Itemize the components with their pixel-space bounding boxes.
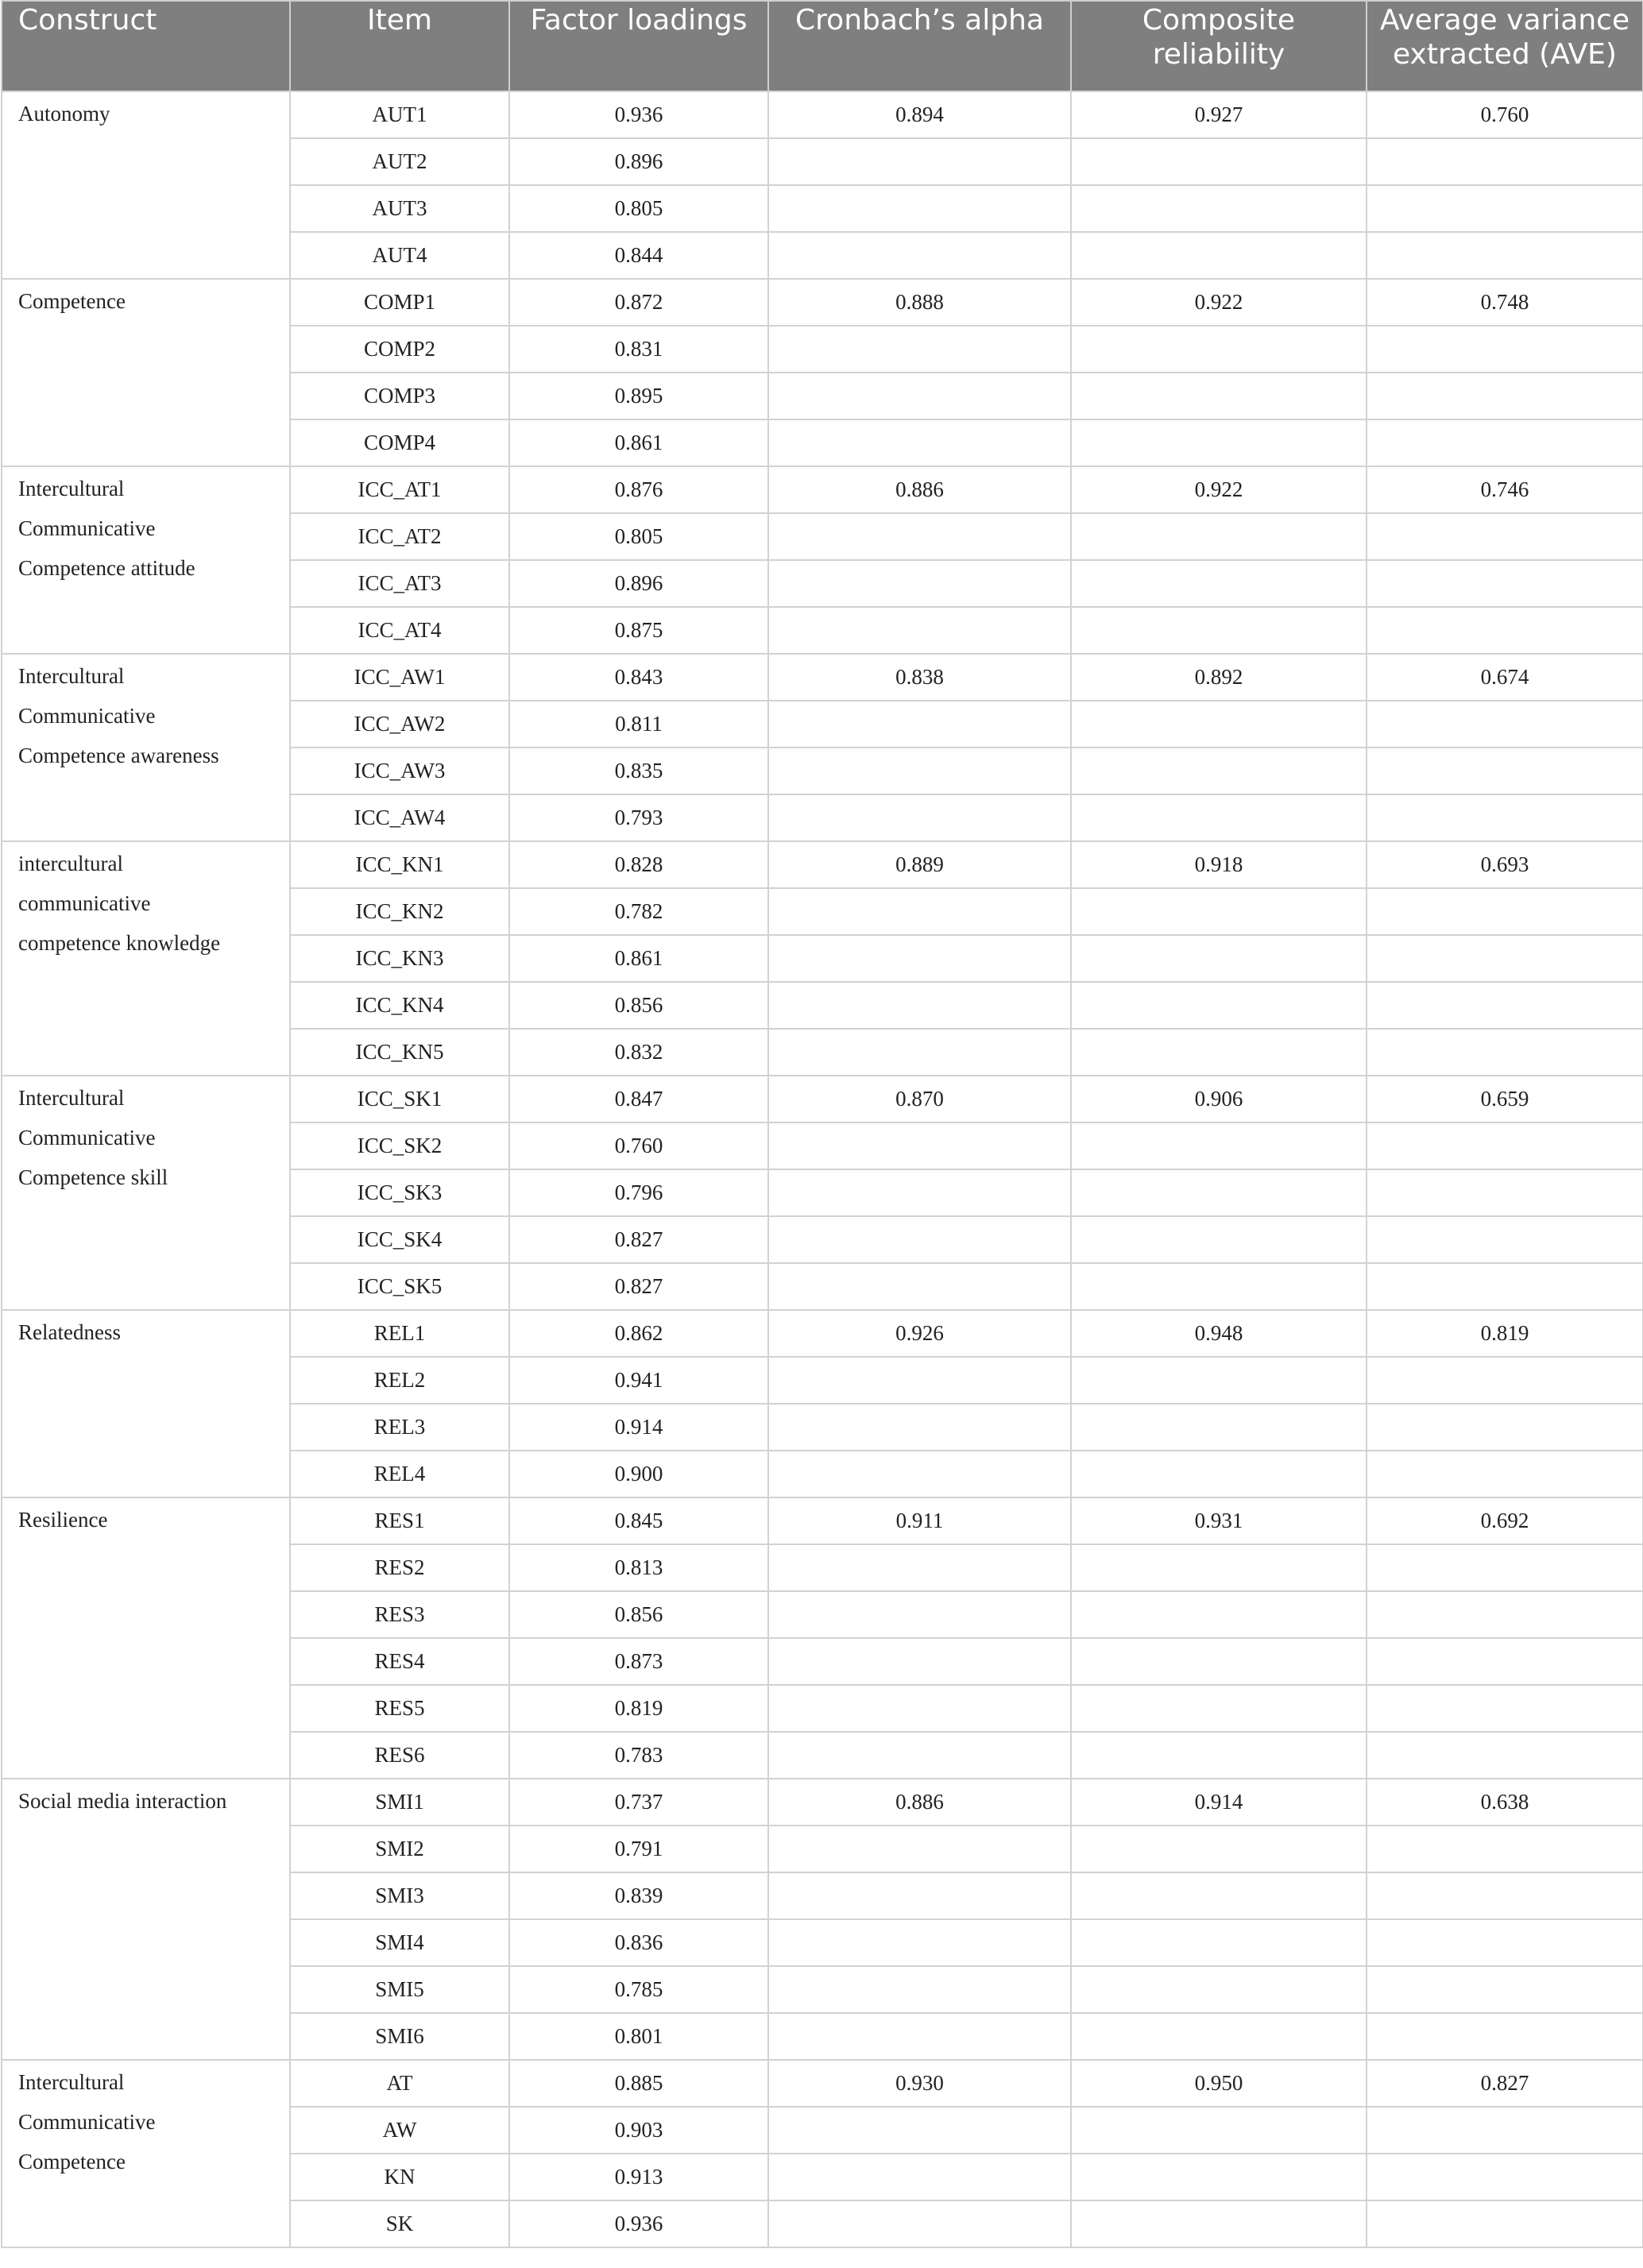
factor-loading-cell: 0.936 (509, 2200, 768, 2247)
item-cell: REL3 (290, 1404, 509, 1451)
header-item: Item (290, 1, 509, 91)
table-header (2, 1, 1643, 91)
factor-loading-cell: 0.805 (509, 185, 768, 232)
ave-cell (1367, 326, 1643, 373)
item-cell: SMI1 (290, 1779, 509, 1826)
factor-loading-cell: 0.835 (509, 748, 768, 794)
composite-reliability-cell (1071, 232, 1367, 279)
header-composite-reliability-line2: reliability (1152, 38, 1285, 71)
factor-loading-cell: 0.827 (509, 1216, 768, 1263)
item-cell: AUT3 (290, 185, 509, 232)
item-cell: AUT4 (290, 232, 509, 279)
construct-name-line: Competence awareness (18, 744, 219, 767)
item-cell: RES1 (290, 1497, 509, 1544)
ave-cell (1367, 1451, 1643, 1497)
ave-cell (1367, 888, 1643, 935)
item-cell: AUT1 (290, 91, 509, 138)
composite-reliability-cell (1071, 607, 1367, 654)
ave-cell: 0.674 (1367, 654, 1643, 701)
ave-cell (1367, 1872, 1643, 1919)
ave-cell: 0.693 (1367, 841, 1643, 888)
factor-loading-cell: 0.760 (509, 1122, 768, 1169)
factor-loading-cell: 0.801 (509, 2013, 768, 2060)
item-cell: ICC_AW3 (290, 748, 509, 794)
construct-cell (2, 466, 290, 654)
item-cell: ICC_KN1 (290, 841, 509, 888)
header-factor-loadings: Factor loadings (509, 1, 768, 91)
factor-loading-cell: 0.811 (509, 701, 768, 748)
composite-reliability-cell (1071, 1404, 1367, 1451)
table-row (2, 841, 1643, 888)
cronbach-alpha-cell: 0.838 (768, 654, 1071, 701)
composite-reliability-cell (1071, 513, 1367, 560)
cronbach-alpha-cell (768, 1263, 1071, 1310)
factor-loading-cell: 0.895 (509, 373, 768, 419)
cronbach-alpha-cell (768, 373, 1071, 419)
cronbach-alpha-cell: 0.886 (768, 466, 1071, 513)
item-cell: ICC_KN3 (290, 935, 509, 982)
ave-cell (1367, 794, 1643, 841)
composite-reliability-cell (1071, 1966, 1367, 2013)
ave-cell (1367, 1826, 1643, 1872)
composite-reliability-cell (1071, 2200, 1367, 2247)
ave-cell: 0.692 (1367, 1497, 1643, 1544)
construct-cell (2, 2060, 290, 2247)
factor-loading-cell: 0.783 (509, 1732, 768, 1779)
factor-loading-cell: 0.856 (509, 982, 768, 1029)
factor-loading-cell: 0.828 (509, 841, 768, 888)
construct-name-line: Competence (18, 2150, 126, 2173)
factor-loading-cell: 0.896 (509, 138, 768, 185)
ave-cell: 0.819 (1367, 1310, 1643, 1357)
factor-loading-cell: 0.832 (509, 1029, 768, 1076)
factor-loading-cell: 0.900 (509, 1451, 768, 1497)
item-cell: ICC_KN4 (290, 982, 509, 1029)
composite-reliability-cell (1071, 419, 1367, 466)
ave-cell (1367, 1966, 1643, 2013)
cronbach-alpha-cell (768, 1826, 1071, 1872)
construct-cell (2, 1779, 290, 2060)
factor-loading-cell: 0.847 (509, 1076, 768, 1122)
composite-reliability-cell: 0.927 (1071, 91, 1367, 138)
factor-loading-cell: 0.813 (509, 1544, 768, 1591)
item-cell: ICC_AT2 (290, 513, 509, 560)
header-ave-line1: Average variance (1379, 4, 1630, 37)
table-row (2, 654, 1643, 701)
item-cell: RES2 (290, 1544, 509, 1591)
composite-reliability-cell (1071, 1826, 1367, 1872)
cronbach-alpha-cell (768, 1357, 1071, 1404)
factor-loading-cell: 0.844 (509, 232, 768, 279)
composite-reliability-cell: 0.931 (1071, 1497, 1367, 1544)
cronbach-alpha-cell (768, 794, 1071, 841)
item-cell: AW (290, 2107, 509, 2154)
ave-cell (1367, 1029, 1643, 1076)
ave-cell (1367, 1732, 1643, 1779)
factor-loading-cell: 0.876 (509, 466, 768, 513)
construct-cell (2, 279, 290, 466)
ave-cell (1367, 373, 1643, 419)
ave-cell (1367, 513, 1643, 560)
ave-cell (1367, 1122, 1643, 1169)
cronbach-alpha-cell (768, 1122, 1071, 1169)
cronbach-alpha-cell (768, 701, 1071, 748)
factor-loading-cell: 0.831 (509, 326, 768, 373)
construct-cell (2, 1076, 290, 1310)
ave-cell (1367, 2013, 1643, 2060)
factor-loading-cell: 0.785 (509, 1966, 768, 2013)
composite-reliability-cell (1071, 1451, 1367, 1497)
factor-loading-cell: 0.885 (509, 2060, 768, 2107)
factor-loading-cell: 0.782 (509, 888, 768, 935)
construct-cell (2, 1310, 290, 1497)
table-row (2, 91, 1643, 138)
composite-reliability-cell (1071, 888, 1367, 935)
cronbach-alpha-cell (768, 1591, 1071, 1638)
construct-name-line: Communicative (18, 1126, 156, 1149)
factor-loading-cell: 0.872 (509, 279, 768, 326)
factor-loading-cell: 0.896 (509, 560, 768, 607)
composite-reliability-cell (1071, 935, 1367, 982)
cronbach-alpha-cell (768, 232, 1071, 279)
composite-reliability-cell (1071, 1919, 1367, 1966)
cronbach-alpha-cell (768, 326, 1071, 373)
cronbach-alpha-cell (768, 1404, 1071, 1451)
composite-reliability-cell (1071, 1263, 1367, 1310)
composite-reliability-cell: 0.914 (1071, 1779, 1367, 1826)
item-cell: KN (290, 2154, 509, 2200)
ave-cell (1367, 232, 1643, 279)
ave-cell: 0.827 (1367, 2060, 1643, 2107)
item-cell: RES3 (290, 1591, 509, 1638)
item-cell: RES4 (290, 1638, 509, 1685)
header-ave-line2: extracted (AVE) (1393, 38, 1617, 71)
ave-cell (1367, 1404, 1643, 1451)
factor-loading-cell: 0.791 (509, 1826, 768, 1872)
factor-loading-cell: 0.827 (509, 1263, 768, 1310)
cronbach-alpha-cell (768, 419, 1071, 466)
cronbach-alpha-cell (768, 1169, 1071, 1216)
table-row (2, 466, 1643, 513)
table-row (2, 1076, 1643, 1122)
construct-name-line: Competence (18, 289, 126, 313)
cronbach-alpha-cell (768, 2107, 1071, 2154)
composite-reliability-cell (1071, 2154, 1367, 2200)
item-cell: ICC_AW1 (290, 654, 509, 701)
composite-reliability-cell (1071, 2107, 1367, 2154)
factor-loading-cell: 0.839 (509, 1872, 768, 1919)
composite-reliability-cell: 0.950 (1071, 2060, 1367, 2107)
header-cronbach-alpha: Cronbach’s alpha (768, 1, 1071, 91)
composite-reliability-cell (1071, 982, 1367, 1029)
composite-reliability-cell: 0.922 (1071, 279, 1367, 326)
composite-reliability-cell (1071, 1732, 1367, 1779)
construct-name-line: Competence attitude (18, 556, 195, 580)
cronbach-alpha-cell (768, 1638, 1071, 1685)
composite-reliability-cell (1071, 1685, 1367, 1732)
item-cell: COMP3 (290, 373, 509, 419)
table-row (2, 1779, 1643, 1826)
item-cell: SK (290, 2200, 509, 2247)
ave-cell (1367, 419, 1643, 466)
composite-reliability-cell (1071, 1169, 1367, 1216)
composite-reliability-cell (1071, 794, 1367, 841)
table-row (2, 1310, 1643, 1357)
ave-cell (1367, 1263, 1643, 1310)
item-cell: ICC_AT1 (290, 466, 509, 513)
ave-cell (1367, 138, 1643, 185)
construct-name-line: Intercultural (18, 1086, 125, 1110)
ave-cell (1367, 748, 1643, 794)
ave-cell (1367, 607, 1643, 654)
construct-name-line: intercultural (18, 852, 123, 875)
ave-cell (1367, 1357, 1643, 1404)
cronbach-alpha-cell (768, 138, 1071, 185)
factor-loading-cell: 0.873 (509, 1638, 768, 1685)
factor-loading-cell: 0.936 (509, 91, 768, 138)
ave-cell: 0.659 (1367, 1076, 1643, 1122)
ave-cell (1367, 935, 1643, 982)
table-row (2, 2060, 1643, 2107)
item-cell: ICC_KN2 (290, 888, 509, 935)
item-cell: COMP4 (290, 419, 509, 466)
factor-loading-cell: 0.819 (509, 1685, 768, 1732)
cronbach-alpha-cell: 0.870 (768, 1076, 1071, 1122)
header-ave (1367, 1, 1643, 91)
composite-reliability-cell (1071, 1029, 1367, 1076)
factor-loading-cell: 0.796 (509, 1169, 768, 1216)
item-cell: ICC_SK1 (290, 1076, 509, 1122)
cronbach-alpha-cell (768, 748, 1071, 794)
item-cell: COMP1 (290, 279, 509, 326)
composite-reliability-cell (1071, 138, 1367, 185)
composite-reliability-cell (1071, 1216, 1367, 1263)
cronbach-alpha-cell (768, 1029, 1071, 1076)
cronbach-alpha-cell: 0.894 (768, 91, 1071, 138)
composite-reliability-cell (1071, 1544, 1367, 1591)
ave-cell (1367, 982, 1643, 1029)
item-cell: ICC_AW4 (290, 794, 509, 841)
cronbach-alpha-cell (768, 935, 1071, 982)
item-cell: SMI4 (290, 1919, 509, 1966)
factor-loading-cell: 0.903 (509, 2107, 768, 2154)
factor-loading-cell: 0.856 (509, 1591, 768, 1638)
composite-reliability-cell (1071, 701, 1367, 748)
construct-name-line: Intercultural (18, 2070, 125, 2094)
factor-loading-cell: 0.861 (509, 935, 768, 982)
factor-loading-cell: 0.793 (509, 794, 768, 841)
reliability-validity-table (1, 0, 1643, 2248)
construct-name-line: communicative (18, 891, 151, 915)
construct-name-line: Competence skill (18, 1165, 168, 1189)
composite-reliability-cell (1071, 1872, 1367, 1919)
cronbach-alpha-cell (768, 1685, 1071, 1732)
item-cell: SMI2 (290, 1826, 509, 1872)
cronbach-alpha-cell (768, 185, 1071, 232)
item-cell: ICC_SK2 (290, 1122, 509, 1169)
item-cell: RES6 (290, 1732, 509, 1779)
factor-loading-cell: 0.861 (509, 419, 768, 466)
ave-cell (1367, 1216, 1643, 1263)
cronbach-alpha-cell (768, 607, 1071, 654)
ave-cell (1367, 2200, 1643, 2247)
header-construct: Construct (2, 1, 290, 91)
cronbach-alpha-cell (768, 1919, 1071, 1966)
factor-loading-cell: 0.845 (509, 1497, 768, 1544)
cronbach-alpha-cell: 0.911 (768, 1497, 1071, 1544)
item-cell: ICC_SK5 (290, 1263, 509, 1310)
composite-reliability-cell (1071, 1122, 1367, 1169)
cronbach-alpha-cell (768, 2154, 1071, 2200)
ave-cell (1367, 185, 1643, 232)
item-cell: AT (290, 2060, 509, 2107)
header-composite-reliability (1071, 1, 1367, 91)
construct-cell (2, 1497, 290, 1779)
construct-name-line: competence knowledge (18, 931, 221, 955)
ave-cell (1367, 701, 1643, 748)
cronbach-alpha-cell (768, 888, 1071, 935)
ave-cell: 0.748 (1367, 279, 1643, 326)
item-cell: SMI5 (290, 1966, 509, 2013)
composite-reliability-cell (1071, 326, 1367, 373)
cronbach-alpha-cell (768, 2200, 1071, 2247)
item-cell: ICC_AT3 (290, 560, 509, 607)
cronbach-alpha-cell: 0.930 (768, 2060, 1071, 2107)
construct-cell (2, 91, 290, 279)
factor-loading-cell: 0.805 (509, 513, 768, 560)
construct-name-line: Communicative (18, 2110, 156, 2134)
composite-reliability-cell: 0.906 (1071, 1076, 1367, 1122)
item-cell: REL2 (290, 1357, 509, 1404)
ave-cell (1367, 1685, 1643, 1732)
factor-loading-cell: 0.913 (509, 2154, 768, 2200)
cronbach-alpha-cell (768, 1732, 1071, 1779)
factor-loading-cell: 0.737 (509, 1779, 768, 1826)
cronbach-alpha-cell (768, 982, 1071, 1029)
table-body (2, 91, 1643, 2247)
cronbach-alpha-cell (768, 1872, 1071, 1919)
cronbach-alpha-cell (768, 560, 1071, 607)
construct-cell (2, 841, 290, 1076)
construct-name-line: Social media interaction (18, 1789, 227, 1813)
item-cell: SMI6 (290, 2013, 509, 2060)
item-cell: ICC_AT4 (290, 607, 509, 654)
factor-loading-cell: 0.843 (509, 654, 768, 701)
construct-name-line: Intercultural (18, 477, 125, 500)
factor-loading-cell: 0.941 (509, 1357, 768, 1404)
factor-loading-cell: 0.875 (509, 607, 768, 654)
cronbach-alpha-cell (768, 2013, 1071, 2060)
cronbach-alpha-cell (768, 1451, 1071, 1497)
composite-reliability-cell: 0.918 (1071, 841, 1367, 888)
composite-reliability-cell (1071, 1357, 1367, 1404)
construct-name-line: Resilience (18, 1508, 108, 1532)
item-cell: ICC_AW2 (290, 701, 509, 748)
construct-cell (2, 654, 290, 841)
construct-name-line: Autonomy (18, 102, 110, 126)
cronbach-alpha-cell: 0.889 (768, 841, 1071, 888)
composite-reliability-cell (1071, 560, 1367, 607)
ave-cell (1367, 2154, 1643, 2200)
ave-cell (1367, 1638, 1643, 1685)
factor-loading-cell: 0.836 (509, 1919, 768, 1966)
ave-cell: 0.638 (1367, 1779, 1643, 1826)
composite-reliability-cell (1071, 2013, 1367, 2060)
header-row (2, 1, 1643, 91)
composite-reliability-cell (1071, 748, 1367, 794)
header-composite-reliability-line1: Composite (1142, 4, 1296, 37)
item-cell: REL1 (290, 1310, 509, 1357)
composite-reliability-cell: 0.948 (1071, 1310, 1367, 1357)
composite-reliability-cell: 0.922 (1071, 466, 1367, 513)
construct-name-line: Relatedness (18, 1320, 121, 1344)
ave-cell: 0.746 (1367, 466, 1643, 513)
ave-cell (1367, 1919, 1643, 1966)
composite-reliability-cell: 0.892 (1071, 654, 1367, 701)
item-cell: RES5 (290, 1685, 509, 1732)
item-cell: REL4 (290, 1451, 509, 1497)
ave-cell (1367, 1591, 1643, 1638)
ave-cell (1367, 1544, 1643, 1591)
ave-cell (1367, 1169, 1643, 1216)
cronbach-alpha-cell (768, 1966, 1071, 2013)
cronbach-alpha-cell: 0.888 (768, 279, 1071, 326)
construct-name-line: Communicative (18, 516, 156, 540)
cronbach-alpha-cell (768, 1216, 1071, 1263)
table-row (2, 1497, 1643, 1544)
table-row (2, 279, 1643, 326)
cronbach-alpha-cell: 0.926 (768, 1310, 1071, 1357)
item-cell: SMI3 (290, 1872, 509, 1919)
item-cell: COMP2 (290, 326, 509, 373)
construct-name-line: Intercultural (18, 664, 125, 688)
item-cell: AUT2 (290, 138, 509, 185)
composite-reliability-cell (1071, 1638, 1367, 1685)
cronbach-alpha-cell (768, 513, 1071, 560)
ave-cell (1367, 560, 1643, 607)
composite-reliability-cell (1071, 373, 1367, 419)
ave-cell (1367, 2107, 1643, 2154)
factor-loading-cell: 0.862 (509, 1310, 768, 1357)
item-cell: ICC_KN5 (290, 1029, 509, 1076)
factor-loading-cell: 0.914 (509, 1404, 768, 1451)
composite-reliability-cell (1071, 1591, 1367, 1638)
item-cell: ICC_SK4 (290, 1216, 509, 1263)
cronbach-alpha-cell (768, 1544, 1071, 1591)
construct-name-line: Communicative (18, 704, 156, 728)
composite-reliability-cell (1071, 185, 1367, 232)
item-cell: ICC_SK3 (290, 1169, 509, 1216)
cronbach-alpha-cell: 0.886 (768, 1779, 1071, 1826)
ave-cell: 0.760 (1367, 91, 1643, 138)
